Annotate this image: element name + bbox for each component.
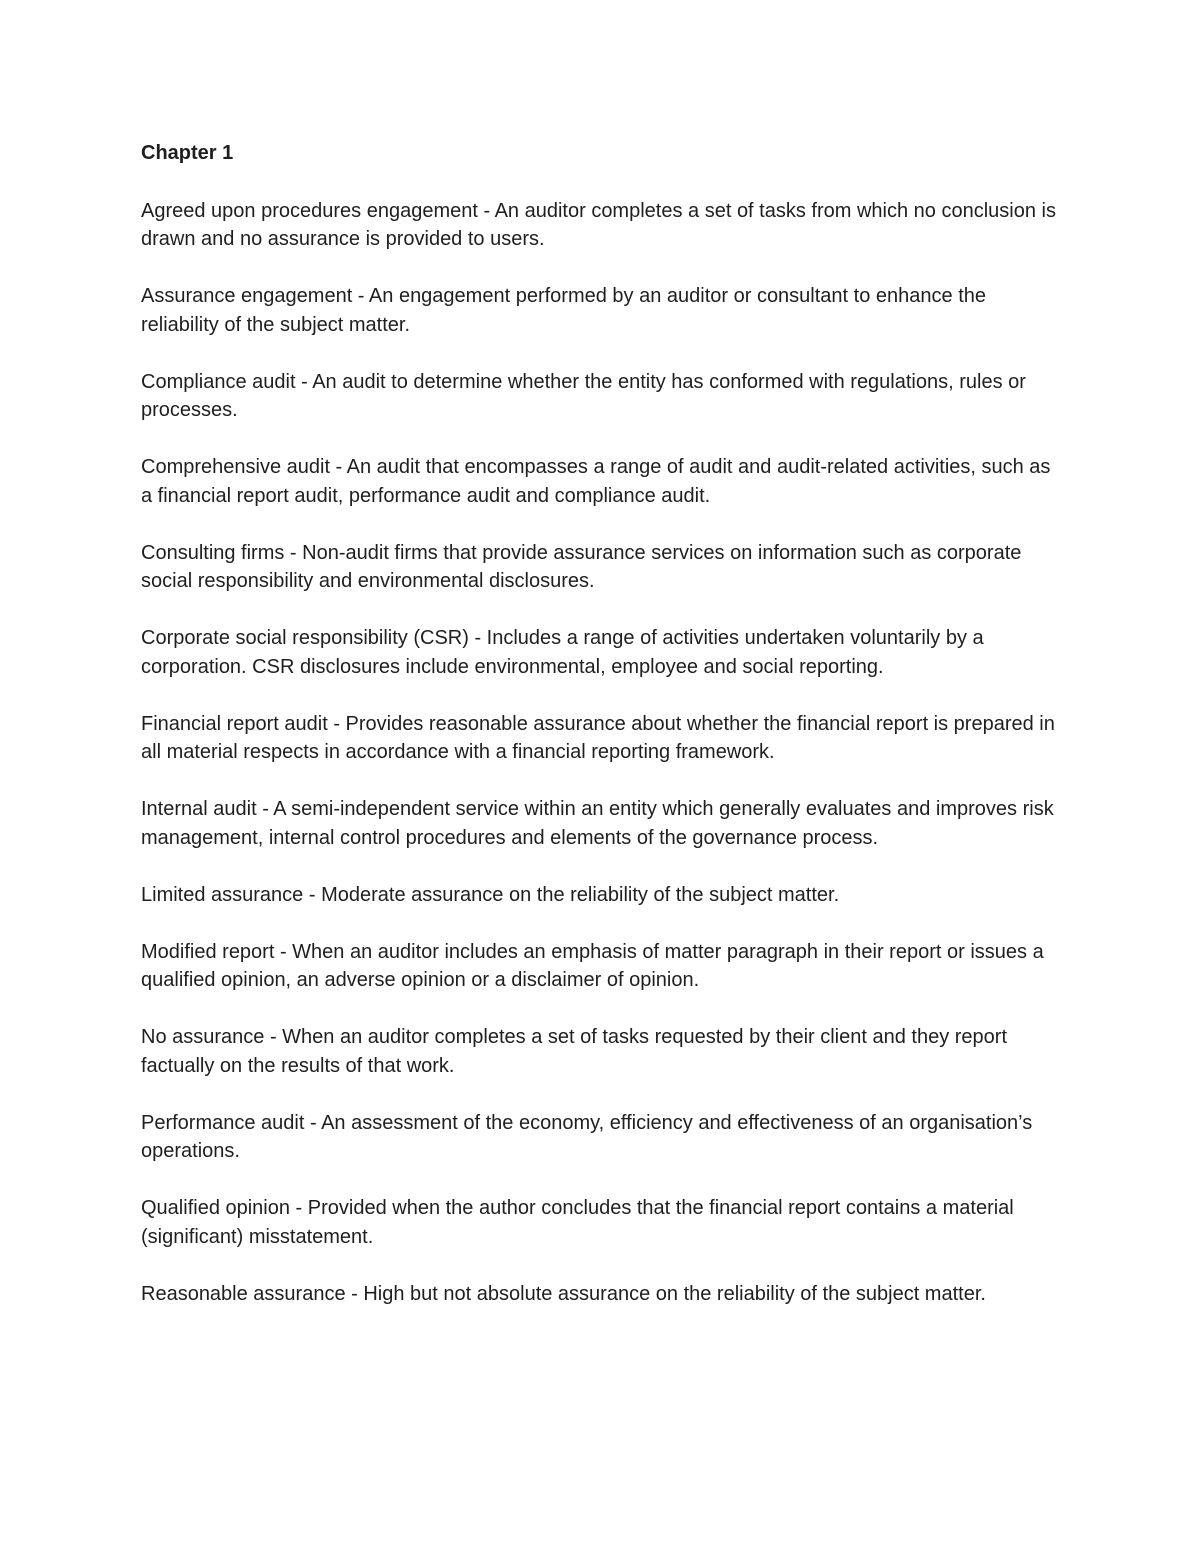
glossary-entry: Agreed upon procedures engagement - An auditor completes a set of tasks from which no conclusion is drawn and no assurance is provided to users. <box>141 199 1056 250</box>
glossary-entry: Financial report audit - Provides reasonable assurance about whether the financial report is prepared in all material respects in accordance with a financial reporting framework. <box>141 712 1055 763</box>
glossary-entry: Qualified opinion - Provided when the author concludes that the financial report contains a material (significant) misstatement. <box>141 1197 1014 1248</box>
glossary-entry: Assurance engagement - An engagement performed by an auditor or consultant to enhance the reliability of the subject matter. <box>141 285 986 336</box>
glossary-entry: Internal audit - A semi-independent service within an entity which generally evaluates and improves risk management, internal control procedures and elements of the governance process. <box>141 798 1054 849</box>
glossary-entry: Performance audit - An assessment of the economy, efficiency and effectiveness of an organisation’s operations. <box>141 1111 1033 1162</box>
glossary-entry: No assurance - When an auditor completes a set of tasks requested by their client and they report factually on the results of that work. <box>141 1026 1008 1077</box>
glossary-entry: Limited assurance - Moderate assurance on the reliability of the subject matter. <box>141 883 840 906</box>
glossary-entry: Modified report - When an auditor includes an emphasis of matter paragraph in their report or issues a qualified opinion, an adverse opinion or a disclaimer of opinion. <box>141 940 1044 991</box>
document-page <box>141 139 1061 1337</box>
glossary-entry: Reasonable assurance - High but not absolute assurance on the reliability of the subject matter. <box>141 1282 986 1305</box>
glossary-list <box>141 197 1061 1309</box>
glossary-entry: Comprehensive audit - An audit that encompasses a range of audit and audit-related activities, such as a financial report audit, performance audit and compliance audit. <box>141 456 1051 507</box>
glossary-entry: Corporate social responsibility (CSR) - Includes a range of activities undertaken voluntarily by a corporation. CSR disclosures include environmental, employee and social reporting. <box>141 627 984 678</box>
glossary-entry: Consulting firms - Non-audit firms that provide assurance services on information such as corporate social responsibility and environmental disclosures. <box>141 541 1022 592</box>
chapter-title: Chapter 1 <box>141 142 234 164</box>
glossary-entry: Compliance audit - An audit to determine whether the entity has conformed with regulations, rules or processes. <box>141 370 1026 421</box>
